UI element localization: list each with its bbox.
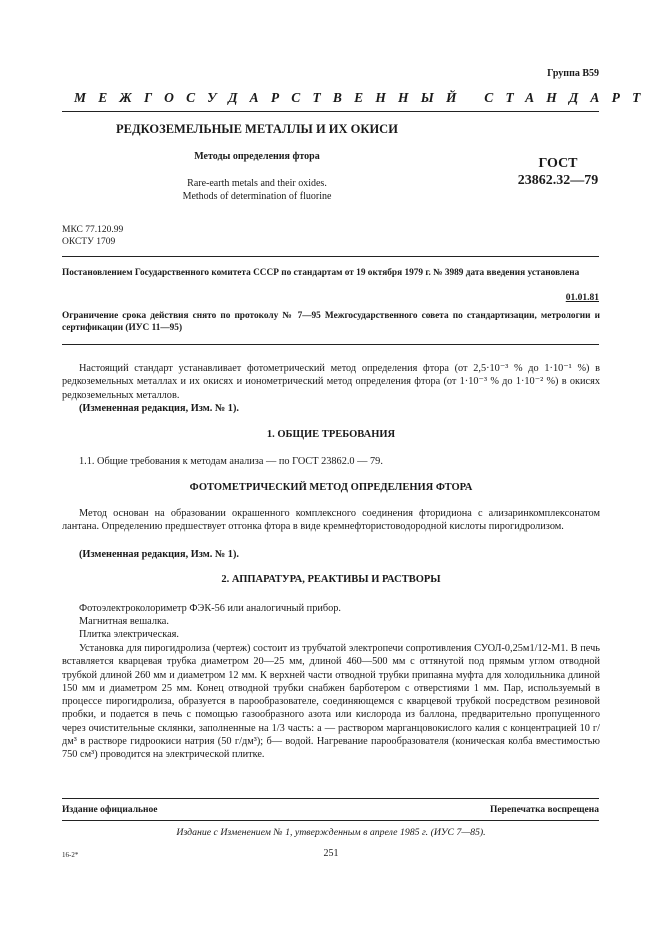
photometric-change-note: (Измененная редакция, Изм. № 1).	[79, 549, 239, 560]
english-title-line2: Methods of determination of fluorine	[182, 191, 332, 202]
page-number: 251	[323, 848, 339, 859]
footer-rule-bottom	[62, 820, 599, 821]
decree-text: Постановлением Государственного комитета СССР по стандартам от 19 октября 1979 г. № 3989 дата введения установлена	[62, 268, 580, 278]
validity-limit-note: Ограничение срока действия снято по протоколу № 7—95 Межгосударственного совета по стандартизации, метрологии и сертификации (ИУС 11—95)	[62, 311, 600, 333]
photometric-heading: ФОТОМЕТРИЧЕСКИЙ МЕТОД ОПРЕДЕЛЕНИЯ ФТОРА	[189, 482, 473, 493]
mks-code: МКС 77.120.99	[62, 225, 124, 235]
group-code: Группа В59	[547, 68, 599, 79]
gost-designation	[508, 155, 608, 189]
standard-banner: МЕЖГОСУДАРСТВЕННЫЙ СТАНДАРТ	[74, 90, 653, 105]
footer-rule	[62, 798, 599, 799]
decree-rule	[62, 344, 599, 345]
section1-heading: 1. ОБЩИЕ ТРЕБОВАНИЯ	[266, 429, 396, 440]
classification-codes	[62, 224, 123, 248]
gost-number: 23862.32—79	[517, 173, 599, 188]
section1-item: 1.1. Общие требования к методам анализа — по ГОСТ 23862.0 — 79.	[79, 456, 383, 467]
banner-rule	[62, 111, 599, 112]
english-title	[62, 177, 452, 203]
reprint-prohibited-label: Перепечатка воспрещена	[489, 805, 599, 815]
intro-change-note: (Измененная редакция, Изм. № 1).	[79, 403, 239, 414]
introduction-date: 01.01.81	[565, 293, 599, 303]
edition-note: Издание с Изменением № 1, утвержденным в апреле 1985 г. (ИУС 7—85).	[176, 827, 486, 838]
english-title-line1: Rare-earth metals and their oxides.	[187, 178, 327, 189]
pyrohydrolysis-paragraph: Установка для пирогидролиза (чертеж) состоит из трубчатой электропечи сопротивления СУОЛ-0,25м1/12-М1. В печь вставляется кварцевая трубка диаметром 20—25 мм, длиной 460—500 мм с оттянутой под прямым углом отводной трубкой длиной 260 мм и диаметром 12 мм. К верхней части отводной трубки припаяна муфта для холодильника длиной 150 мм и диаметром 25 мм. Конец отводной трубки снабжен барботером с отверстиями 1 мм. Пар, используемый в процессе пирогидролиза, образуется в парообразователе, соединяющемся с кварцевой трубкой посредством резиновой пробки, и подается в печь с помощью газообразного азота или кислорода из баллона, предварительно пропущенного через очистительные склянки, заполненные на 1/3 часть: а — раствором марганцовокислого калия с концентрацией 10 г/дм³ в растворе гидроокиси натрия (50 г/дм³); б— водой. Нагревание парообразователя (коническая колба вместимостью 750 см³) проводится на электрической плитке.	[62, 643, 600, 761]
equipment-line-1: Фотоэлектроколориметр ФЭК-56 или аналогичный прибор.	[79, 603, 341, 614]
intro-paragraph: Настоящий стандарт устанавливает фотометрический метод определения фтора (от 2,5·10⁻³ % до 1·10⁻¹ %) в редкоземельных металлах и их окисях и ионометрический метод определения фтора (от 1·10⁻³ % до 1·10⁻² %) в окисях редкоземельных металлов.	[62, 363, 600, 401]
official-edition-label: Издание официальное	[62, 805, 158, 815]
section2-heading: 2. АППАРАТУРА, РЕАКТИВЫ И РАСТВОРЫ	[221, 574, 441, 585]
document-title: РЕДКОЗЕМЕЛЬНЫЕ МЕТАЛЛЫ И ИХ ОКИСИ	[116, 122, 398, 136]
codes-rule	[62, 256, 599, 257]
document-subtitle: Методы определения фтора	[194, 151, 320, 162]
gost-label: ГОСТ	[538, 156, 578, 171]
print-signature: 16-2*	[62, 851, 79, 859]
okstu-code: ОКСТУ 1709	[62, 237, 116, 247]
photometric-paragraph: Метод основан на образовании окрашенного комплексного соединения фторидиона с ализаринкомплексонатом лантана. Определению предшествует отгонка фтора в виде кремнефтористоводородной кислоты пирогидролизом.	[62, 508, 600, 533]
equipment-line-3: Плитка электрическая.	[79, 629, 179, 640]
equipment-line-2: Магнитная вешалка.	[79, 616, 169, 627]
